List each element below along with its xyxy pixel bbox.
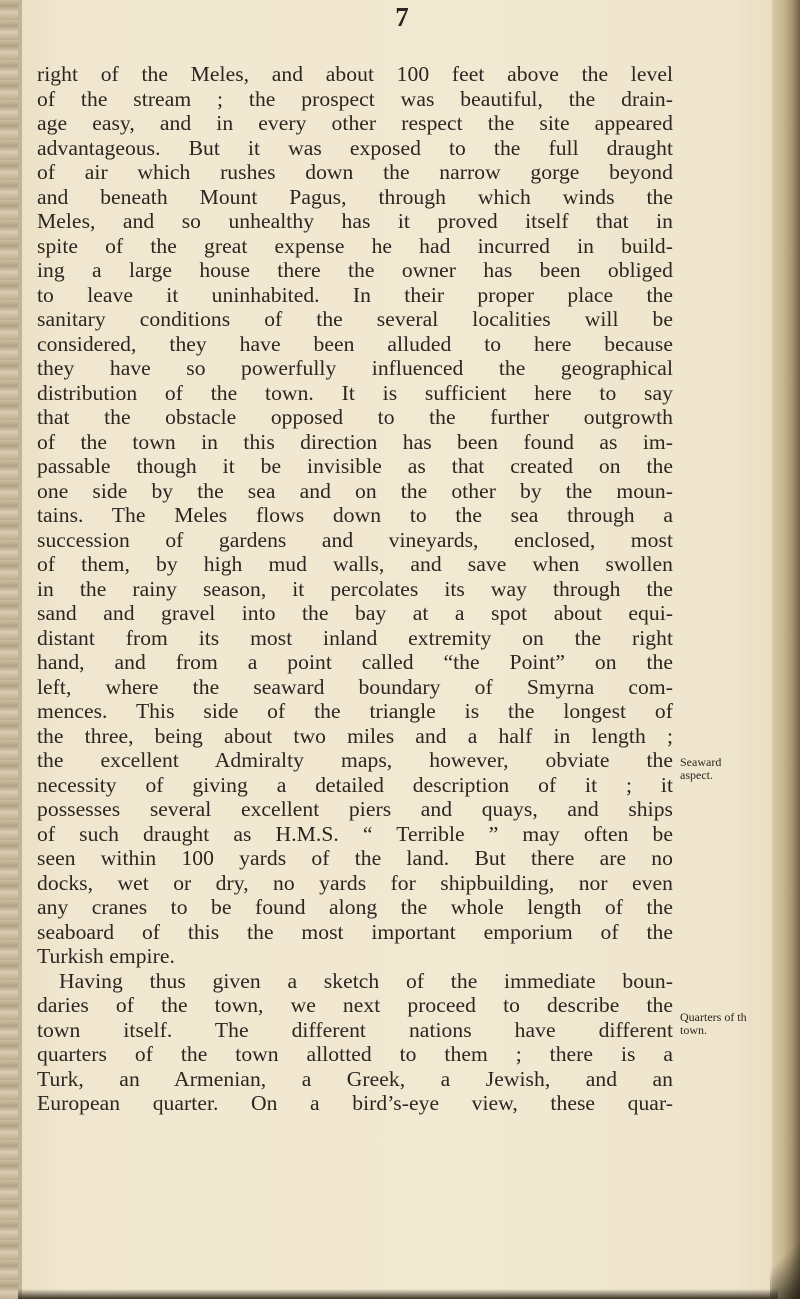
text-line: Turk, an Armenian, a Greek, a Jewish, and an (37, 1066, 673, 1091)
text-line: of the stream ; the prospect was beautiful, the drain- (37, 86, 673, 111)
margin-note-line: Seaward (680, 755, 722, 769)
text-line: spite of the great expense he had incurred in build- (37, 233, 673, 258)
text-line: Having thus given a sketch of the immediate boun- (59, 968, 673, 993)
text-line: sand and gravel into the bay at a spot about equi- (37, 601, 673, 625)
page-bottom-shadow (18, 1289, 778, 1299)
text-line: distribution of the town. It is sufficient here to say (37, 380, 673, 405)
text-line: European quarter. On a bird’s-eye view, these quar- (37, 1091, 673, 1115)
text-line: ing a large house there the owner has been obliged (37, 258, 673, 282)
text-line: of them, by high mud walls, and save when swollen (37, 552, 673, 576)
margin-note-seaward-aspect (680, 756, 721, 782)
text-line: daries of the town, we next proceed to describe the (37, 993, 673, 1017)
text-line: in the rainy season, it percolates its way through the (37, 576, 673, 601)
text-line: passable though it be invisible as that created on the (37, 454, 673, 478)
text-line: town itself. The different nations have different (37, 1017, 673, 1042)
text-line: and beneath Mount Pagus, through which winds the (37, 184, 673, 209)
margin-note-line: town. (680, 1023, 707, 1037)
text-line: seen within 100 yards of the land. But there are no (37, 846, 673, 870)
page-number: 7 (395, 2, 409, 32)
page-binding-edge (0, 0, 18, 1299)
text-line: right of the Meles, and about 100 feet above the level (37, 62, 673, 86)
text-line: succession of gardens and vineyards, enclosed, most (37, 527, 673, 552)
text-line: that the obstacle opposed to the further outgrowth (37, 405, 673, 429)
body-text (37, 62, 673, 1116)
text-line: tains. The Meles flows down to the sea through a (37, 503, 673, 527)
text-line: they have so powerfully influenced the geographical (37, 356, 673, 380)
text-line: the excellent Admiralty maps, however, obviate the (37, 748, 673, 772)
text-line: the three, being about two miles and a half in length ; (37, 723, 673, 748)
text-line: age easy, and in every other respect the site appeared (37, 111, 673, 135)
text-line: of such draught as H.M.S. “ Terrible ” may often be (37, 821, 673, 846)
text-line: Meles, and so unhealthy has it proved itself that in (37, 209, 673, 233)
text-line: quarters of the town allotted to them ; there is a (37, 1042, 673, 1066)
page-outer-edge (772, 0, 800, 1299)
text-line: seaboard of this the most important emporium of the (37, 919, 673, 944)
text-line: of air which rushes down the narrow gorge beyond (37, 160, 673, 184)
text-line: left, where the seaward boundary of Smyrna com- (37, 674, 673, 699)
text-line: sanitary conditions of the several localities will be (37, 307, 673, 331)
text-line: advantageous. But it was exposed to the full draught (37, 135, 673, 160)
text-line: to leave it uninhabited. In their proper place the (37, 282, 673, 307)
text-line: any cranes to be found along the whole length of the (37, 895, 673, 919)
text-line: docks, wet or dry, no yards for shipbuilding, nor even (37, 870, 673, 895)
margin-note-line: aspect. (680, 768, 713, 782)
text-line: hand, and from a point called “the Point” on the (37, 650, 673, 674)
text-line: of the town in this direction has been found as im- (37, 429, 673, 454)
margin-note-quarters (680, 1011, 747, 1037)
text-line: mences. This side of the triangle is the longest of (37, 699, 673, 723)
text-line: considered, they have been alluded to here because (37, 331, 673, 356)
text-line: distant from its most inland extremity on the right (37, 625, 673, 650)
text-line: necessity of giving a detailed description of it ; it (37, 772, 673, 797)
text-line: Turkish empire. (37, 944, 175, 968)
text-line: one side by the sea and on the other by the moun- (37, 478, 673, 503)
margin-note-line: Quarters of th (680, 1010, 747, 1024)
text-line: possesses several excellent piers and quays, and ships (37, 797, 673, 821)
